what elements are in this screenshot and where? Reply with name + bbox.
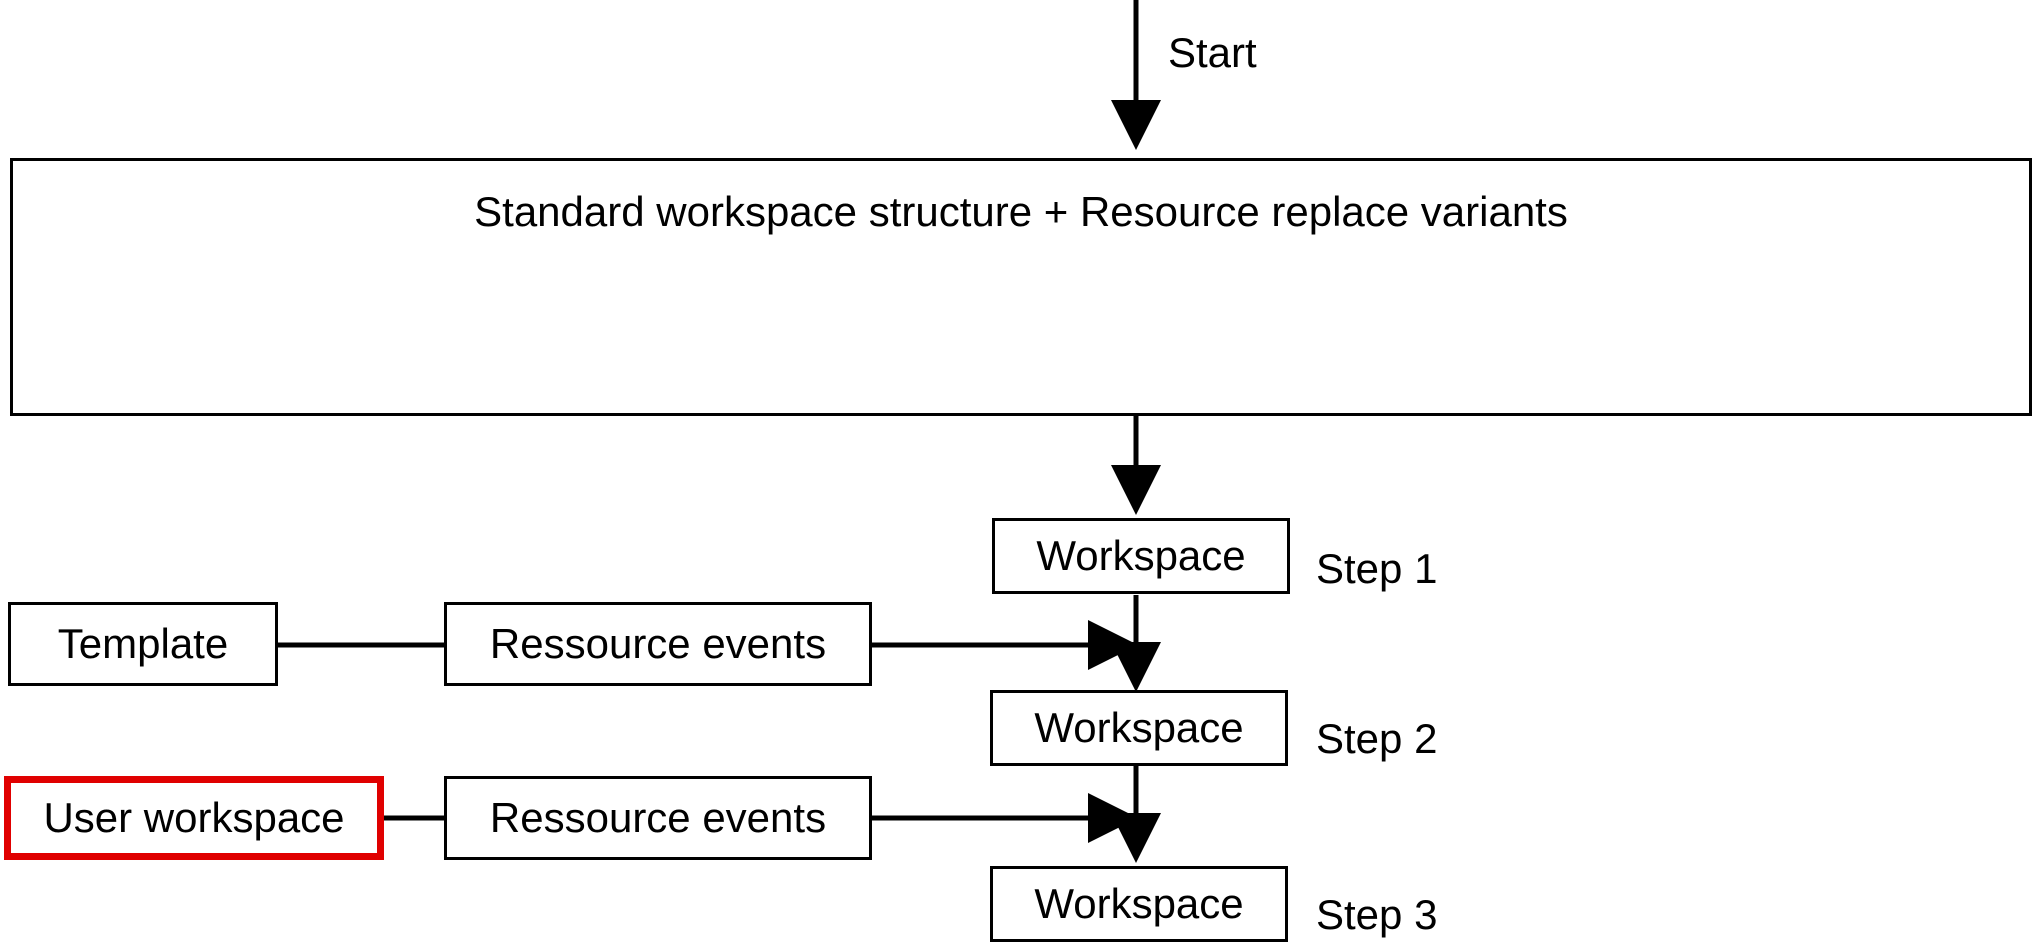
node-workspace-step-2 xyxy=(990,690,1288,766)
node-resource-events-1 xyxy=(444,602,872,686)
node-label: Ressource events xyxy=(489,794,827,841)
label-step-2: Step 2 xyxy=(1316,715,1438,762)
label-step-1: Step 1 xyxy=(1316,545,1438,592)
node-label: Ressource events xyxy=(489,620,827,667)
node-standard-workspace-structure xyxy=(10,158,2032,416)
node-label: Workspace xyxy=(1034,880,1244,927)
node-template xyxy=(8,602,278,686)
node-workspace-step-3 xyxy=(990,866,1288,942)
node-resource-events-2 xyxy=(444,776,872,860)
start-label: Start xyxy=(1168,29,1257,76)
label-step-3: Step 3 xyxy=(1316,891,1438,938)
node-workspace-step-1 xyxy=(992,518,1290,594)
node-label: Template xyxy=(57,620,229,667)
node-user-workspace xyxy=(4,776,384,860)
node-label: Standard workspace structure + Resource replace variants xyxy=(474,188,1568,235)
node-label: User workspace xyxy=(43,794,345,841)
node-label: Workspace xyxy=(1034,704,1244,751)
node-label: Workspace xyxy=(1036,532,1246,579)
